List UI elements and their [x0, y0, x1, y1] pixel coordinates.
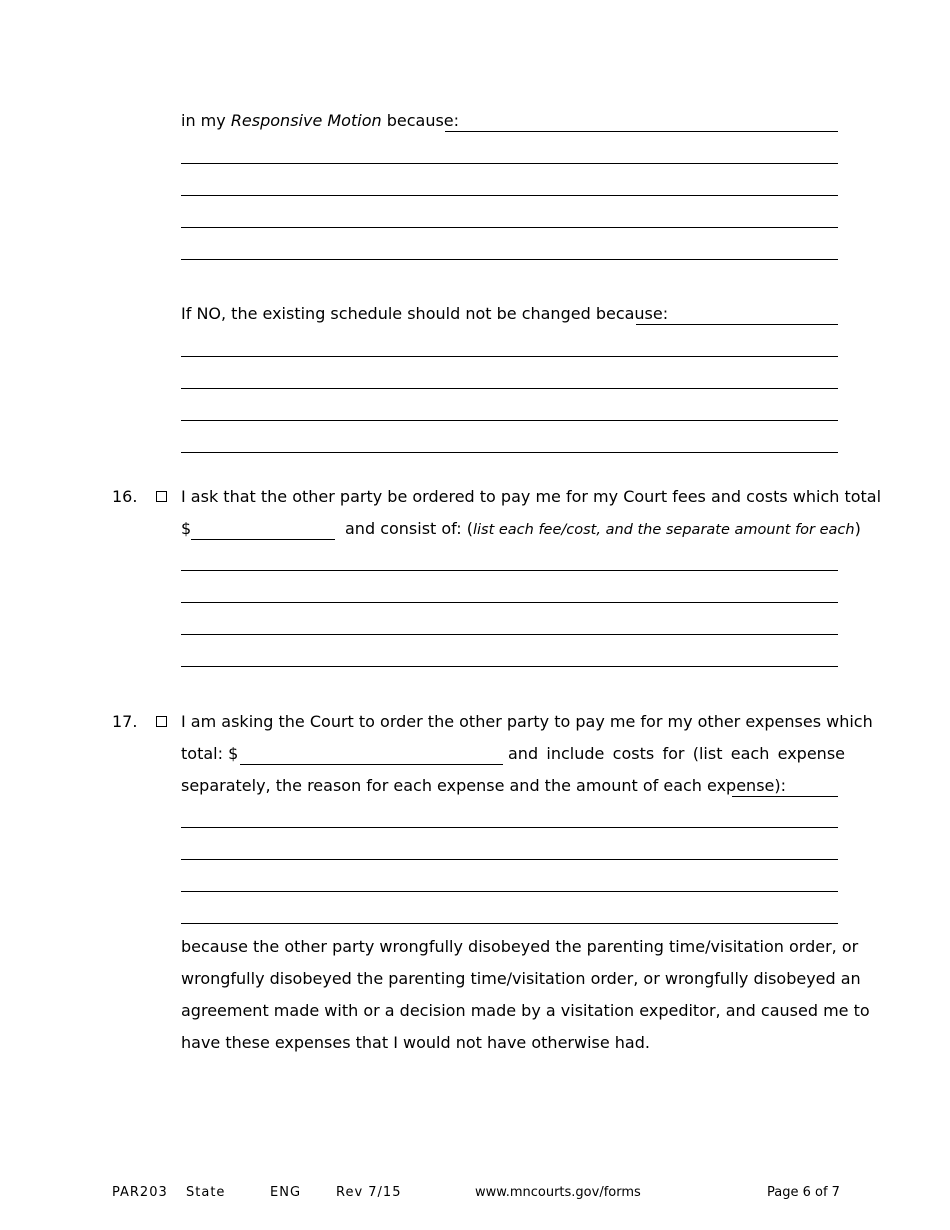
- expense-list-input-line[interactable]: [181, 891, 838, 892]
- fee-list-input-line[interactable]: [181, 602, 838, 603]
- if-no-label: If NO, the existing schedule should not be changed because:: [181, 304, 669, 323]
- expense-list-input-line[interactable]: [181, 859, 838, 860]
- expense-list-input-line[interactable]: [181, 827, 838, 828]
- fee-list-input-line[interactable]: [181, 666, 838, 667]
- reason-input-line[interactable]: [181, 195, 838, 196]
- if-no-input-line[interactable]: [636, 324, 838, 325]
- other-expenses-amount-input[interactable]: [240, 764, 503, 765]
- item-17-include-text: and include costs for (list each expense: [508, 744, 845, 763]
- reason-input-line[interactable]: [181, 227, 838, 228]
- fee-list-input-line[interactable]: [181, 634, 838, 635]
- if-no-input-line[interactable]: [181, 452, 838, 453]
- because-paragraph-line: wrongfully disobeyed the parenting time/visitation order, or wrongfully disobeyed an: [181, 969, 861, 988]
- expense-list-input-line[interactable]: [732, 796, 838, 797]
- because-paragraph-line: because the other party wrongfully disobeyed the parenting time/visitation order, or: [181, 937, 859, 956]
- item-16-checkbox[interactable]: [156, 491, 167, 502]
- fee-list-input-line[interactable]: [181, 570, 838, 571]
- if-no-input-line[interactable]: [181, 388, 838, 389]
- reason-input-line[interactable]: [445, 131, 838, 132]
- item-17-checkbox[interactable]: [156, 716, 167, 727]
- reason-input-line[interactable]: [181, 163, 838, 164]
- footer-website: www.mncourts.gov/forms: [475, 1185, 641, 1200]
- footer-form-id: PAR203: [112, 1185, 168, 1200]
- item-16-number: 16.: [112, 487, 138, 506]
- court-fees-amount-input[interactable]: [191, 539, 335, 540]
- item-17-line3: separately, the reason for each expense and the amount of each expense):: [181, 776, 787, 795]
- responsive-motion-suffix: because:: [381, 111, 460, 130]
- consist-suffix: ): [854, 519, 861, 538]
- footer-page-number: Page 6 of 7: [767, 1185, 840, 1200]
- footer-state: State: [186, 1185, 226, 1200]
- item-17-number: 17.: [112, 712, 138, 731]
- reason-input-line[interactable]: [181, 259, 838, 260]
- footer-language: ENG: [270, 1185, 302, 1200]
- responsive-motion-title: Responsive Motion: [230, 111, 382, 130]
- item-16-dollar-sign: $: [181, 519, 192, 538]
- consist-prefix: and consist of: (: [345, 519, 473, 538]
- if-no-input-line[interactable]: [181, 420, 838, 421]
- item-17-text: I am asking the Court to order the other party to pay me for my other expenses which: [181, 712, 873, 731]
- item-16-consist-of: [345, 519, 861, 538]
- because-paragraph-line: agreement made with or a decision made by a visitation expeditor, and caused me to: [181, 1001, 870, 1020]
- responsive-motion-line: [181, 111, 459, 130]
- expense-list-input-line[interactable]: [181, 923, 838, 924]
- item-17-total-label: total: $: [181, 744, 239, 763]
- footer-revision: Rev 7/15: [336, 1185, 402, 1200]
- consist-instruction: list each fee/cost, and the separate amount for each: [472, 522, 855, 538]
- because-paragraph-line: have these expenses that I would not have otherwise had.: [181, 1033, 650, 1052]
- item-16-text: I ask that the other party be ordered to pay me for my Court fees and costs which total: [181, 487, 882, 506]
- responsive-motion-prefix: in my: [181, 111, 231, 130]
- if-no-input-line[interactable]: [181, 356, 838, 357]
